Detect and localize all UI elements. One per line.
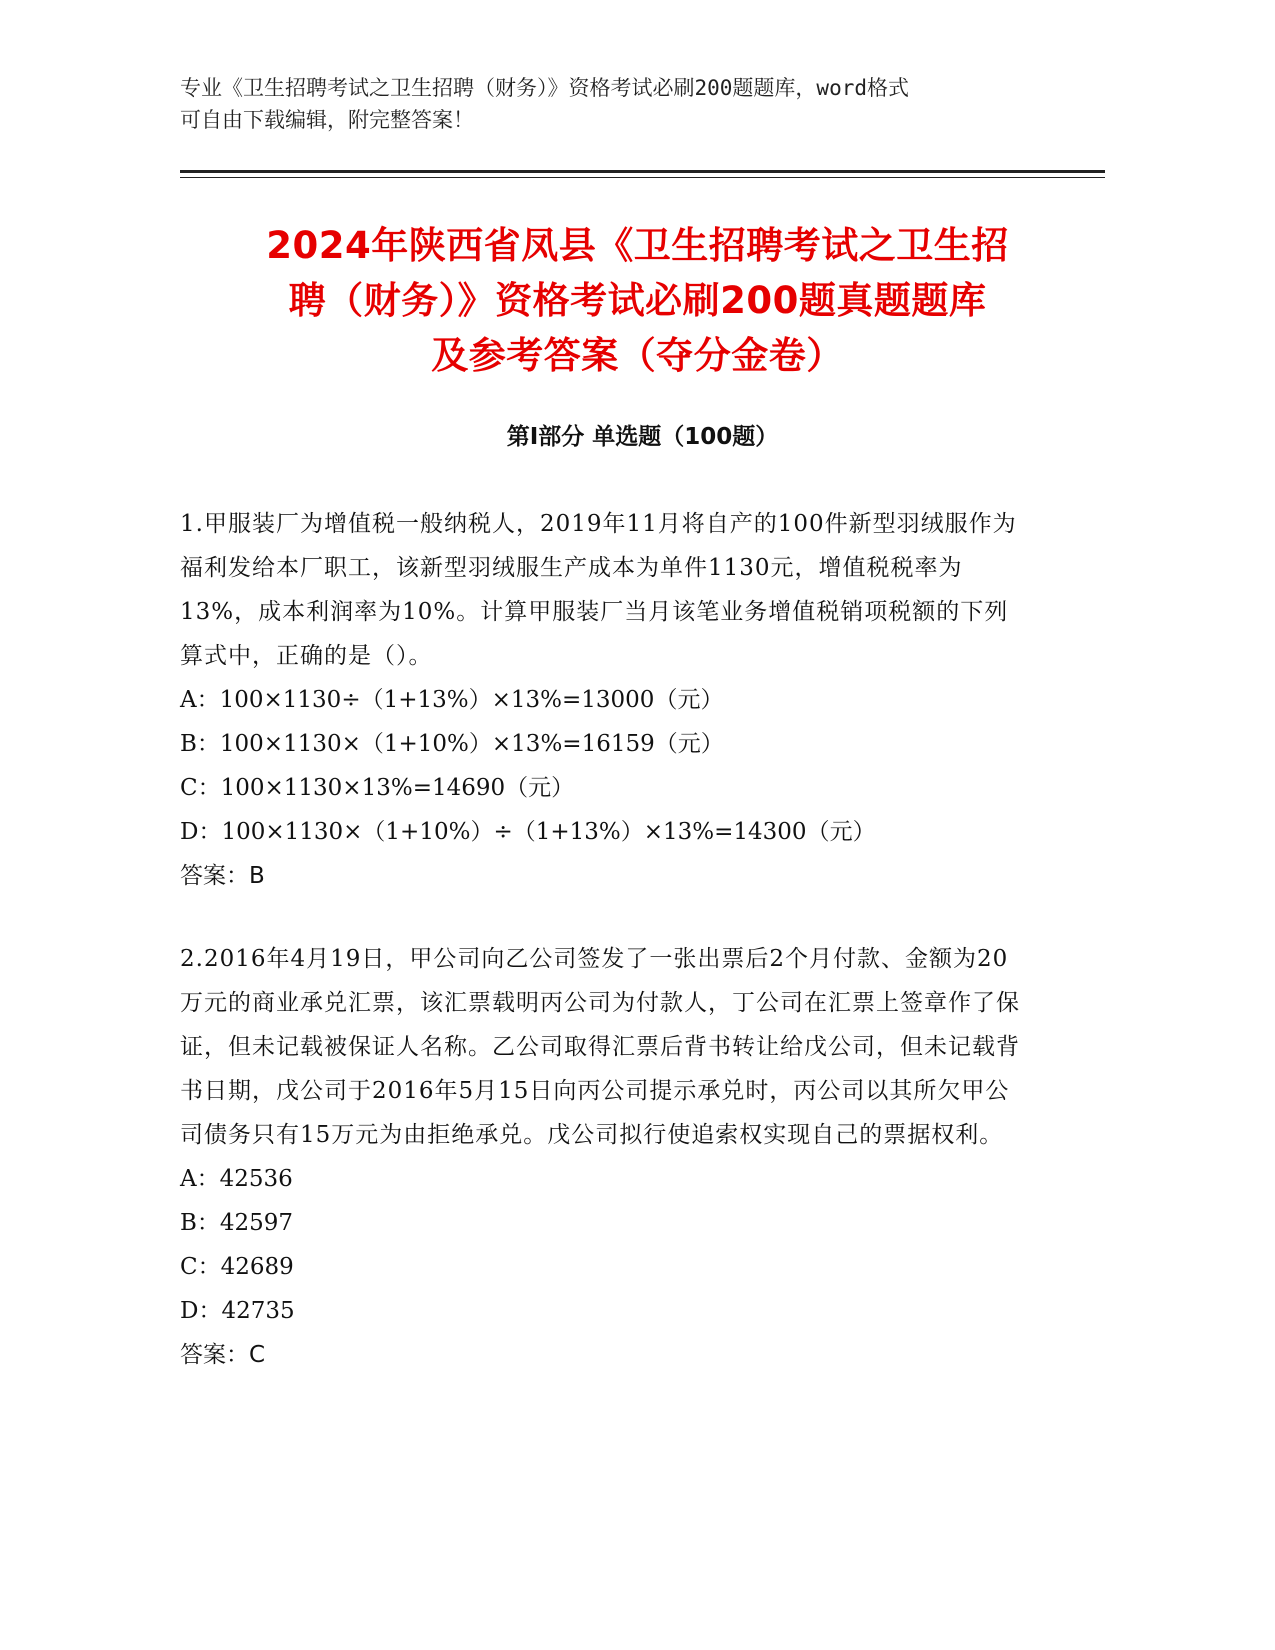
question-1 — [180, 502, 1030, 898]
question-1-option-d: D：100×1130×（1+10%）÷（1+13%）×13%=14300（元） — [180, 819, 876, 845]
question-2 — [180, 937, 1030, 1377]
header-divider-thin — [180, 177, 1105, 178]
question-1-option-a: A：100×1130÷（1+13%）×13%=13000（元） — [180, 687, 724, 713]
document-title-line-2: 聘（财务）》资格考试必刷200题真题题库 — [288, 279, 987, 322]
question-2-option-c: C：42689 — [180, 1254, 294, 1280]
section-heading: 第Ⅰ部分 单选题（100题） — [506, 424, 779, 450]
document-title — [150, 218, 1125, 383]
header-note-line-1: 专业《卫生招聘考试之卫生招聘（财务）》资格考试必刷200题题库，word格式 — [180, 76, 909, 100]
document-title-line-3: 及参考答案（夺分金卷） — [431, 334, 844, 377]
question-2-option-a: A：42536 — [180, 1166, 293, 1192]
question-1-option-b: B：100×1130×（1+10%）×13%=16159（元） — [180, 731, 724, 757]
question-1-answer: 答案：B — [180, 863, 265, 889]
question-2-answer: 答案：C — [180, 1342, 266, 1368]
question-2-stem: 2.2016年4月19日，甲公司向乙公司签发了一张出票后2个月付款、金额为20万元的商业承兑汇票，该汇票载明丙公司为付款人，丁公司在汇票上签章作了保证，但未记载被保证人名称。乙公司取得汇票后背书转让给戊公司，但未记载背书日期，戊公司于2016年5月15日向丙公司提示承兑时，丙公司以其所欠甲公司债务只有15万元为由拒绝承兑。戊公司拟行使追索权实现自己的票据权利。 — [180, 946, 1020, 1148]
question-2-option-d: D：42735 — [180, 1298, 295, 1324]
header-divider-thick — [180, 170, 1105, 173]
header-note-line-2: 可自由下载编辑，附完整答案！ — [180, 108, 474, 132]
header-note — [180, 72, 1040, 136]
document-title-line-1: 2024年陕西省凤县《卫生招聘考试之卫生招 — [266, 224, 1009, 267]
question-1-stem: 1.甲服装厂为增值税一般纳税人，2019年11月将自产的100件新型羽绒服作为福利发给本厂职工，该新型羽绒服生产成本为单件1130元，增值税税率为13%，成本利润率为10%。计算甲服装厂当月该笔业务增值税销项税额的下列算式中，正确的是（）。 — [180, 511, 1017, 669]
question-2-option-b: B：42597 — [180, 1210, 294, 1236]
question-1-option-c: C：100×1130×13%=14690（元） — [180, 775, 575, 801]
